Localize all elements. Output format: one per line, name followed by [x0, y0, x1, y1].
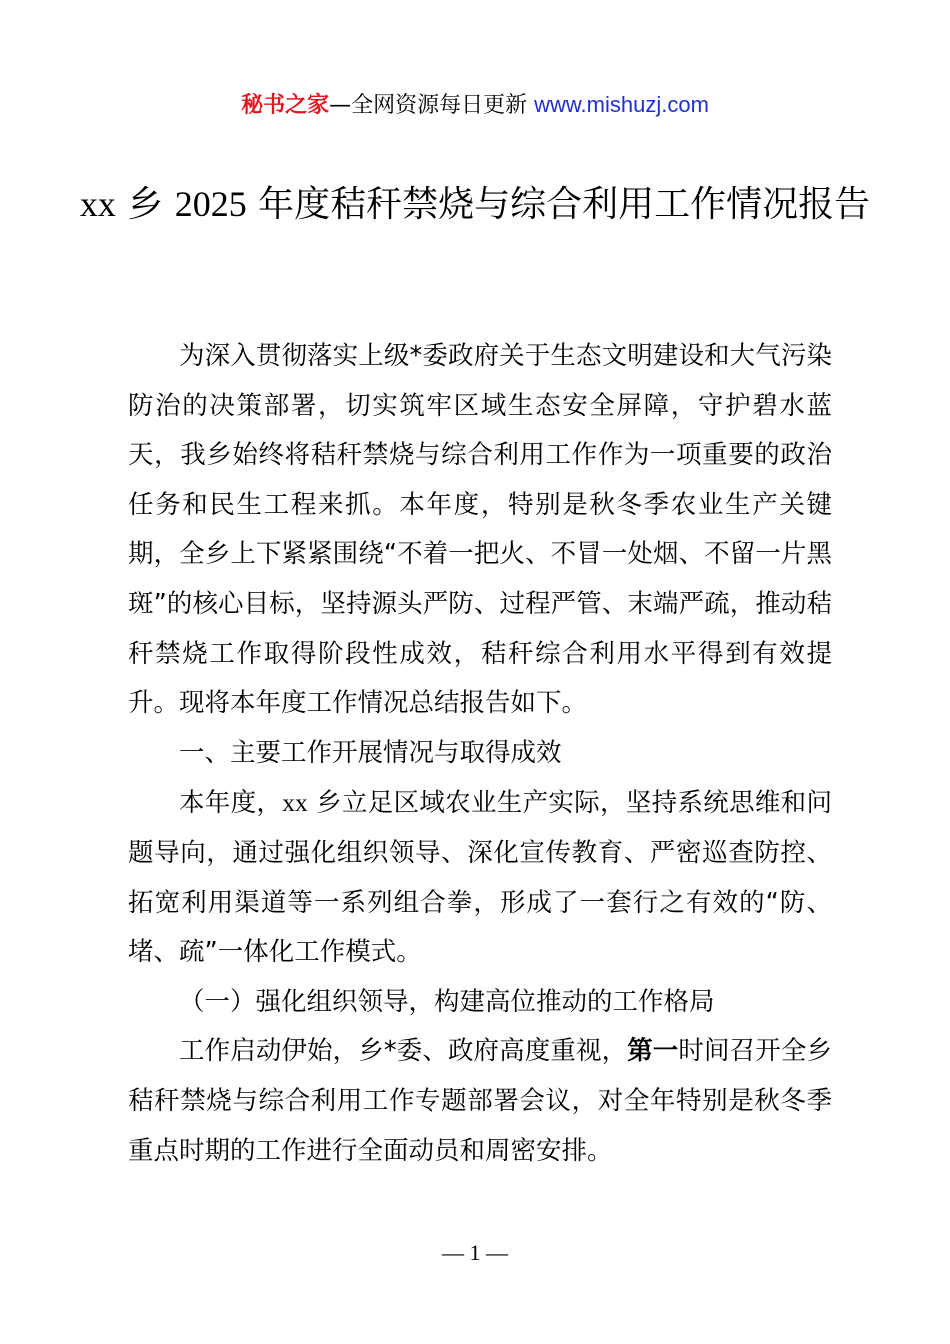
- site-header: [0, 88, 950, 123]
- paragraph-2-start: 本年度，: [179, 788, 283, 819]
- paragraph-2-rest: 乡立足区域农业生产实际，坚持系统思维和问题导向，通过强化组织领导、深化宣传教育、严密巡查防控、拓宽利用渠道等一系列组合拳，形成了一套行之有效的“防、堵、疏”一体化工作模式。: [128, 788, 832, 968]
- title-part2: 年度秸秆禁烧与综合利用工作情况报告: [246, 184, 871, 225]
- section-heading-2: （一）强化组织领导，构建高位推动的工作格局: [179, 986, 715, 1017]
- title-part1: 乡: [115, 184, 175, 225]
- paragraph-2: [128, 778, 832, 977]
- paragraph-intro: 为深入贯彻落实上级*委政府关于生态文明建设和大气污染防治的决策部署，切实筑牢区域生态安全屏障，守护碧水蓝天，我乡始终将秸秆禁烧与综合利用工作作为一项重要的政治任务和民生工程来抓。本年度，特别是秋冬季农业生产关键期，全乡上下紧紧围绕“不着一把火、不冒一处烟、不留一片黑斑”的核心目标，坚持源头严防、过程严管、末端严疏，推动秸秆禁烧工作取得阶段性成效，秸秆综合利用水平得到有效提升。现将本年度工作情况总结报告如下。: [128, 341, 832, 719]
- paragraph-2-xx: xx: [282, 788, 308, 818]
- title-prefix: xx: [79, 184, 116, 224]
- site-url[interactable]: www.mishuzj.com: [534, 92, 709, 117]
- paragraph-3: [128, 1027, 832, 1176]
- title-year: 2025: [174, 184, 247, 224]
- document-body: [128, 332, 832, 1176]
- paragraph-3-start: 工作启动伊始，乡*委、政府高度重视，: [179, 1036, 628, 1067]
- brand-name: 秘书之家: [241, 93, 330, 118]
- paragraph-3-rest: 时间召开全乡秸秆禁烧与综合利用工作专题部署会议，对全年特别是秋冬季重点时期的工作进行全面动员和周密安排。: [128, 1036, 832, 1166]
- section-heading-1: 一、主要工作开展情况与取得成效: [179, 737, 562, 768]
- paragraph-3-bold: 第一: [627, 1036, 679, 1067]
- document-title: [60, 180, 890, 229]
- header-tagline: —全网资源每日更新: [329, 93, 535, 118]
- page-number: — 1 —: [442, 1240, 508, 1265]
